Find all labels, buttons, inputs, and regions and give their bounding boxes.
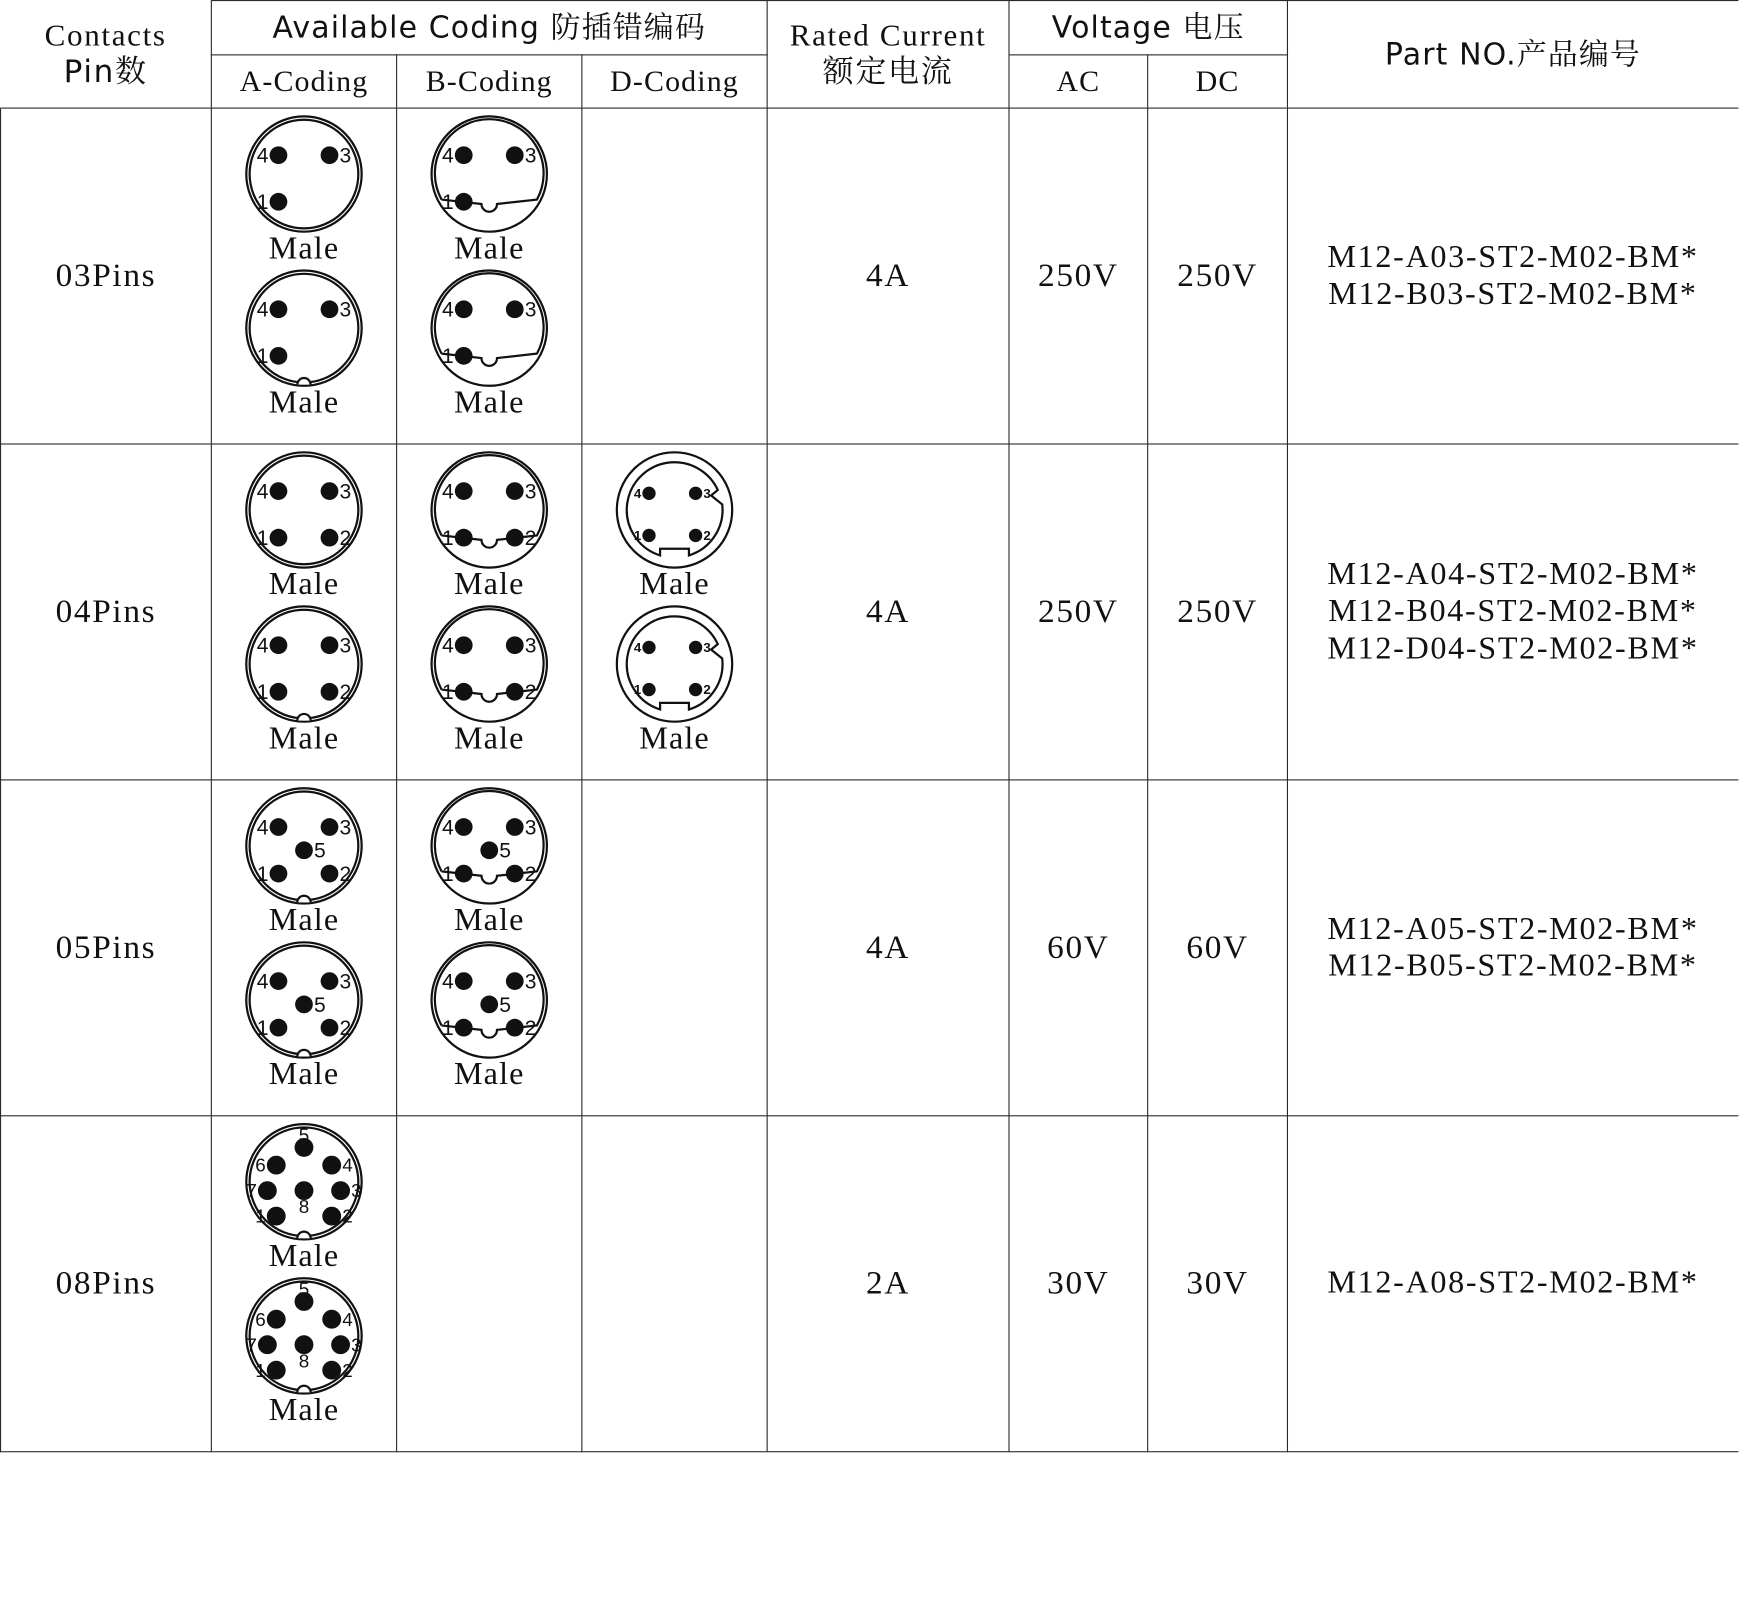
connector-4pin-d-diagram bbox=[613, 449, 735, 571]
pin-contact bbox=[642, 683, 655, 696]
header-contacts bbox=[1, 1, 212, 109]
pin-contact bbox=[270, 683, 288, 701]
pin-contact bbox=[321, 972, 339, 990]
pin-number-label: 2 bbox=[342, 1359, 353, 1381]
pin-number-label: 8 bbox=[298, 1196, 310, 1218]
header-available-coding: Available Coding 防插错编码 bbox=[211, 1, 767, 55]
pin-contact bbox=[506, 865, 524, 883]
coding-key bbox=[297, 714, 310, 721]
pin-number-label: 2 bbox=[339, 527, 352, 551]
pin-number-label: 2 bbox=[703, 682, 711, 698]
pin-number-label: 1 bbox=[442, 862, 454, 886]
pin-contact bbox=[455, 146, 473, 164]
pin-number-label: 3 bbox=[351, 1180, 362, 1202]
pin-contact bbox=[455, 636, 473, 654]
pin-contact bbox=[267, 1207, 286, 1226]
connector-figure bbox=[243, 267, 365, 421]
connector-face bbox=[432, 606, 547, 721]
pin-number-label: 4 bbox=[442, 480, 454, 504]
pin-number-label: 3 bbox=[524, 816, 537, 840]
pin-number-label: 1 bbox=[256, 862, 269, 886]
header-dc: DC bbox=[1148, 55, 1288, 108]
pin-number-label: 3 bbox=[351, 1334, 362, 1356]
coding-key bbox=[297, 1050, 310, 1057]
pin-number-label: 3 bbox=[524, 970, 537, 994]
pin-number-label: 3 bbox=[339, 144, 352, 168]
pin-number-label: 3 bbox=[339, 634, 352, 658]
pin-contact bbox=[506, 482, 524, 500]
pin-contact bbox=[270, 300, 288, 318]
pin-contact bbox=[258, 1181, 277, 1200]
part-number-list bbox=[1287, 444, 1737, 780]
connector-figure bbox=[243, 603, 365, 757]
pin-contact bbox=[321, 300, 339, 318]
pin-number-label: 5 bbox=[499, 839, 511, 863]
pin-contact bbox=[270, 193, 288, 211]
b-coding-cell bbox=[397, 444, 582, 780]
header-d-coding: D-Coding bbox=[582, 55, 767, 108]
connector-figure bbox=[428, 449, 550, 600]
d-coding-cell bbox=[582, 1116, 767, 1452]
a-coding-cell bbox=[211, 780, 396, 1116]
pin-count: 08Pins bbox=[1, 1116, 212, 1452]
b-coding-cell bbox=[397, 108, 582, 444]
pin-contact bbox=[689, 641, 702, 654]
connector-4pin-a-diagram bbox=[243, 449, 365, 571]
rated-current: 4A bbox=[767, 780, 1009, 1116]
pin-number-label: 7 bbox=[246, 1180, 257, 1202]
connector-3pin-b-diagram bbox=[428, 113, 550, 235]
pin-contact bbox=[270, 529, 288, 547]
gender-label: Male bbox=[453, 230, 525, 267]
header-rated-current bbox=[767, 1, 1009, 109]
pin-contact bbox=[689, 683, 702, 696]
pin-contact bbox=[321, 683, 339, 701]
pin-number-label: 5 bbox=[313, 839, 326, 863]
b-coding-cell bbox=[397, 1116, 582, 1452]
gender-label: Male bbox=[453, 1056, 525, 1092]
pin-contact bbox=[506, 1019, 524, 1037]
part-number: M12-A05-ST2-M02-BM* bbox=[1327, 910, 1699, 947]
part-number: M12-A04-ST2-M02-BM* bbox=[1327, 556, 1699, 592]
connector-figure bbox=[243, 939, 365, 1090]
connector-8pin-a-diagram bbox=[243, 1121, 365, 1243]
pin-number-label: 3 bbox=[524, 298, 537, 322]
connector-figure bbox=[243, 113, 365, 267]
pin-contact bbox=[455, 683, 473, 701]
pin-count: 05Pins bbox=[1, 780, 212, 1116]
header-rated-line2: 额定电流 bbox=[822, 53, 954, 90]
pin-contact bbox=[322, 1207, 341, 1226]
pin-number-label: 8 bbox=[298, 1350, 310, 1372]
rated-current: 2A bbox=[767, 1116, 1009, 1452]
connector-face bbox=[432, 452, 547, 567]
rated-current: 4A bbox=[767, 444, 1009, 780]
pin-number-label: 2 bbox=[339, 681, 352, 705]
connector-5pin-a-diagram bbox=[243, 939, 365, 1061]
connector-face bbox=[246, 116, 361, 231]
gender-label: Male bbox=[453, 902, 525, 938]
pin-contact bbox=[480, 996, 498, 1014]
gender-label: Male bbox=[268, 566, 340, 602]
connector-5pin-b-diagram bbox=[428, 785, 550, 907]
rated-current: 4A bbox=[767, 108, 1009, 444]
pin-contact bbox=[270, 636, 288, 654]
pin-number-label: 4 bbox=[442, 816, 454, 840]
outer-ring bbox=[246, 606, 361, 721]
outer-ring bbox=[432, 452, 547, 567]
connector-figure bbox=[428, 267, 550, 421]
pin-contact bbox=[506, 146, 524, 164]
pin-number-label: 1 bbox=[256, 191, 269, 215]
connector-face bbox=[432, 788, 547, 903]
connector-figure bbox=[428, 603, 550, 757]
pin-number-label: 3 bbox=[339, 480, 352, 504]
pin-contact bbox=[455, 347, 473, 365]
pin-number-label: 4 bbox=[256, 298, 269, 322]
gender-label: Male bbox=[268, 384, 340, 421]
pin-contact bbox=[642, 641, 655, 654]
table-row bbox=[1, 1116, 1738, 1452]
pin-contact bbox=[331, 1335, 350, 1354]
pin-number-label: 4 bbox=[633, 485, 642, 501]
connector-face bbox=[246, 1124, 361, 1239]
connector-face bbox=[246, 452, 361, 567]
pin-number-label: 1 bbox=[442, 191, 454, 215]
pin-contact bbox=[455, 818, 473, 836]
header-voltage: Voltage 电压 bbox=[1009, 1, 1287, 55]
a-coding-cell bbox=[211, 1116, 396, 1452]
pin-number-label: 3 bbox=[703, 640, 711, 656]
connector-4pin-b-diagram bbox=[428, 449, 550, 571]
pin-contact bbox=[455, 972, 473, 990]
connector-4pin-a-diagram bbox=[243, 603, 365, 725]
part-number-list bbox=[1287, 1116, 1737, 1452]
connector-face bbox=[246, 270, 361, 385]
pin-number-label: 1 bbox=[256, 527, 269, 551]
header-a-coding: A-Coding bbox=[211, 55, 396, 108]
gender-label: Male bbox=[639, 566, 710, 602]
pin-number-label: 5 bbox=[298, 1278, 310, 1300]
outer-ring bbox=[617, 452, 732, 567]
gender-label: Male bbox=[268, 230, 340, 267]
pin-contact bbox=[258, 1335, 277, 1354]
pin-number-label: 4 bbox=[256, 480, 269, 504]
part-number-list bbox=[1287, 108, 1737, 444]
pin-contact bbox=[506, 972, 524, 990]
pin-contact bbox=[455, 1019, 473, 1037]
pin-contact bbox=[506, 300, 524, 318]
pin-contact bbox=[270, 482, 288, 500]
outer-ring bbox=[432, 116, 547, 231]
connector-5pin-a-diagram bbox=[243, 785, 365, 907]
table-row bbox=[1, 444, 1738, 780]
pin-number-label: 1 bbox=[256, 1017, 269, 1041]
gender-label: Male bbox=[268, 1392, 340, 1428]
pin-number-label: 4 bbox=[256, 144, 269, 168]
pin-number-label: 4 bbox=[256, 816, 269, 840]
pin-number-label: 3 bbox=[524, 480, 537, 504]
table-row bbox=[1, 780, 1738, 1116]
connector-4pin-d-diagram bbox=[613, 603, 735, 725]
voltage-dc: 250V bbox=[1148, 108, 1288, 444]
pin-contact bbox=[689, 529, 702, 542]
pin-number-label: 2 bbox=[339, 862, 352, 886]
d-coding-cell bbox=[582, 444, 767, 780]
voltage-dc: 250V bbox=[1148, 444, 1288, 780]
pin-contact bbox=[270, 972, 288, 990]
coding-key bbox=[297, 896, 310, 903]
pin-contact bbox=[322, 1361, 341, 1380]
voltage-dc: 30V bbox=[1148, 1116, 1288, 1452]
connector-figure bbox=[428, 113, 550, 267]
gender-label: Male bbox=[453, 384, 525, 421]
connector-8pin-a-diagram bbox=[243, 1275, 365, 1397]
part-number: M12-B05-ST2-M02-BM* bbox=[1328, 947, 1698, 984]
part-number: M12-D04-ST2-M02-BM* bbox=[1327, 630, 1699, 666]
part-number-list bbox=[1287, 780, 1737, 1116]
pin-number-label: 1 bbox=[633, 682, 642, 698]
pin-contact bbox=[321, 146, 339, 164]
pin-contact bbox=[267, 1310, 286, 1329]
connector-4pin-b-diagram bbox=[428, 603, 550, 725]
pin-contact bbox=[270, 1019, 288, 1037]
pin-contact bbox=[455, 529, 473, 547]
outer-ring bbox=[246, 116, 361, 231]
pin-number-label: 1 bbox=[442, 345, 454, 369]
pin-contact bbox=[267, 1361, 286, 1380]
pin-contact bbox=[322, 1156, 341, 1175]
pin-contact bbox=[642, 529, 655, 542]
pin-contact bbox=[480, 841, 498, 859]
header-contacts-line1: Contacts bbox=[44, 18, 167, 53]
connector-face bbox=[246, 788, 361, 903]
pin-contact bbox=[455, 482, 473, 500]
pin-number-label: 2 bbox=[524, 862, 537, 886]
voltage-ac: 250V bbox=[1009, 444, 1148, 780]
pin-contact bbox=[267, 1156, 286, 1175]
connector-figure bbox=[428, 939, 550, 1090]
pin-number-label: 3 bbox=[524, 144, 537, 168]
pin-contact bbox=[455, 193, 473, 211]
connector-figure bbox=[243, 1275, 365, 1426]
pin-contact bbox=[455, 300, 473, 318]
pin-number-label: 1 bbox=[442, 1017, 454, 1041]
connector-3pin-a-diagram bbox=[243, 267, 365, 389]
coding-key bbox=[297, 1386, 310, 1393]
pin-number-label: 1 bbox=[255, 1205, 266, 1227]
d-coding-cell bbox=[582, 108, 767, 444]
connector-figure bbox=[243, 785, 365, 936]
pin-number-label: 1 bbox=[633, 528, 642, 544]
header-contacts-line2: Pin数 bbox=[63, 52, 148, 90]
pin-number-label: 3 bbox=[339, 970, 352, 994]
pin-count: 03Pins bbox=[1, 108, 212, 444]
pin-number-label: 3 bbox=[524, 634, 537, 658]
d-coding-cell bbox=[582, 780, 767, 1116]
pin-contact bbox=[270, 146, 288, 164]
pin-contact bbox=[322, 1310, 341, 1329]
connector-face bbox=[246, 942, 361, 1057]
connector-figure bbox=[243, 449, 365, 600]
pin-contact bbox=[689, 487, 702, 500]
pin-number-label: 1 bbox=[256, 681, 269, 705]
pin-number-label: 5 bbox=[499, 993, 511, 1017]
a-coding-cell bbox=[211, 108, 396, 444]
pin-number-label: 1 bbox=[442, 527, 454, 551]
pin-contact bbox=[295, 841, 313, 859]
pin-number-label: 2 bbox=[524, 527, 537, 551]
connector-face bbox=[246, 606, 361, 721]
connector-3pin-b-diagram bbox=[428, 267, 550, 389]
connector-figure bbox=[613, 449, 735, 600]
pin-contact bbox=[270, 818, 288, 836]
pin-number-label: 4 bbox=[442, 144, 454, 168]
connector-face bbox=[617, 452, 732, 567]
pin-contact bbox=[321, 636, 339, 654]
gender-label: Male bbox=[639, 720, 710, 757]
gender-label: Male bbox=[453, 720, 525, 757]
coding-key bbox=[297, 1232, 310, 1239]
pin-contact bbox=[270, 347, 288, 365]
pin-contact bbox=[295, 996, 313, 1014]
pin-number-label: 3 bbox=[339, 816, 352, 840]
part-number: M12-B03-ST2-M02-BM* bbox=[1328, 276, 1698, 312]
pin-number-label: 5 bbox=[313, 993, 326, 1017]
pin-contact bbox=[642, 487, 655, 500]
pin-number-label: 6 bbox=[255, 1308, 266, 1330]
connector-face bbox=[432, 116, 547, 231]
pin-contact bbox=[506, 529, 524, 547]
outer-ring bbox=[432, 270, 547, 385]
gender-label: Male bbox=[268, 902, 340, 938]
connector-3pin-a-diagram bbox=[243, 113, 365, 235]
pin-number-label: 1 bbox=[256, 345, 269, 369]
header-rated-line1: Rated Current bbox=[789, 18, 987, 54]
pin-number-label: 4 bbox=[256, 634, 269, 658]
header-b-coding: B-Coding bbox=[397, 55, 582, 108]
pin-number-label: 5 bbox=[298, 1124, 310, 1146]
connector-face bbox=[432, 942, 547, 1057]
outer-ring bbox=[432, 606, 547, 721]
pin-contact bbox=[506, 636, 524, 654]
pin-number-label: 4 bbox=[256, 970, 269, 994]
pin-number-label: 3 bbox=[339, 298, 352, 322]
connector-figure bbox=[613, 603, 735, 757]
pin-number-label: 7 bbox=[246, 1334, 257, 1356]
gender-label: Male bbox=[268, 720, 340, 757]
pin-contact bbox=[506, 818, 524, 836]
table-row bbox=[1, 108, 1738, 444]
pin-number-label: 4 bbox=[342, 1154, 353, 1176]
header-part-no: Part NO.产品编号 bbox=[1287, 1, 1737, 109]
pin-number-label: 3 bbox=[703, 485, 711, 501]
pin-number-label: 2 bbox=[524, 1017, 537, 1041]
connector-5pin-b-diagram bbox=[428, 939, 550, 1061]
pin-number-label: 4 bbox=[442, 298, 454, 322]
voltage-ac: 250V bbox=[1009, 108, 1148, 444]
connector-face bbox=[617, 606, 732, 721]
pin-contact bbox=[321, 482, 339, 500]
gender-label: Male bbox=[453, 566, 525, 602]
pin-number-label: 4 bbox=[442, 634, 454, 658]
pin-contact bbox=[506, 683, 524, 701]
voltage-ac: 30V bbox=[1009, 1116, 1148, 1452]
gender-label: Male bbox=[268, 1056, 340, 1092]
outer-ring bbox=[246, 452, 361, 567]
pin-contact bbox=[321, 529, 339, 547]
pin-number-label: 6 bbox=[255, 1154, 266, 1176]
pin-contact bbox=[270, 865, 288, 883]
voltage-dc: 60V bbox=[1148, 780, 1288, 1116]
part-number: M12-A03-ST2-M02-BM* bbox=[1327, 238, 1699, 275]
part-number: M12-B04-ST2-M02-BM* bbox=[1328, 593, 1698, 629]
header-ac: AC bbox=[1009, 55, 1148, 108]
connector-figure bbox=[428, 785, 550, 936]
connector-figure bbox=[243, 1121, 365, 1272]
connector-face bbox=[246, 1278, 361, 1393]
connector-face bbox=[432, 270, 547, 385]
pin-contact bbox=[321, 1019, 339, 1037]
pin-number-label: 2 bbox=[342, 1205, 353, 1227]
pin-number-label: 2 bbox=[524, 681, 537, 705]
b-coding-cell bbox=[397, 780, 582, 1116]
pin-contact bbox=[321, 818, 339, 836]
pin-number-label: 4 bbox=[633, 640, 642, 656]
pin-number-label: 4 bbox=[342, 1308, 353, 1330]
part-number: M12-A08-ST2-M02-BM* bbox=[1327, 1265, 1699, 1301]
pin-number-label: 2 bbox=[339, 1017, 352, 1041]
pin-count: 04Pins bbox=[1, 444, 212, 780]
pin-number-label: 4 bbox=[442, 970, 454, 994]
pin-number-label: 1 bbox=[255, 1359, 266, 1381]
voltage-ac: 60V bbox=[1009, 780, 1148, 1116]
pin-contact bbox=[331, 1181, 350, 1200]
a-coding-cell bbox=[211, 444, 396, 780]
outer-ring bbox=[246, 270, 361, 385]
pin-contact bbox=[321, 865, 339, 883]
gender-label: Male bbox=[268, 1238, 340, 1274]
pin-contact bbox=[455, 865, 473, 883]
outer-ring bbox=[617, 606, 732, 721]
pin-number-label: 1 bbox=[442, 681, 454, 705]
pin-number-label: 2 bbox=[703, 528, 711, 544]
coding-key bbox=[297, 378, 310, 385]
